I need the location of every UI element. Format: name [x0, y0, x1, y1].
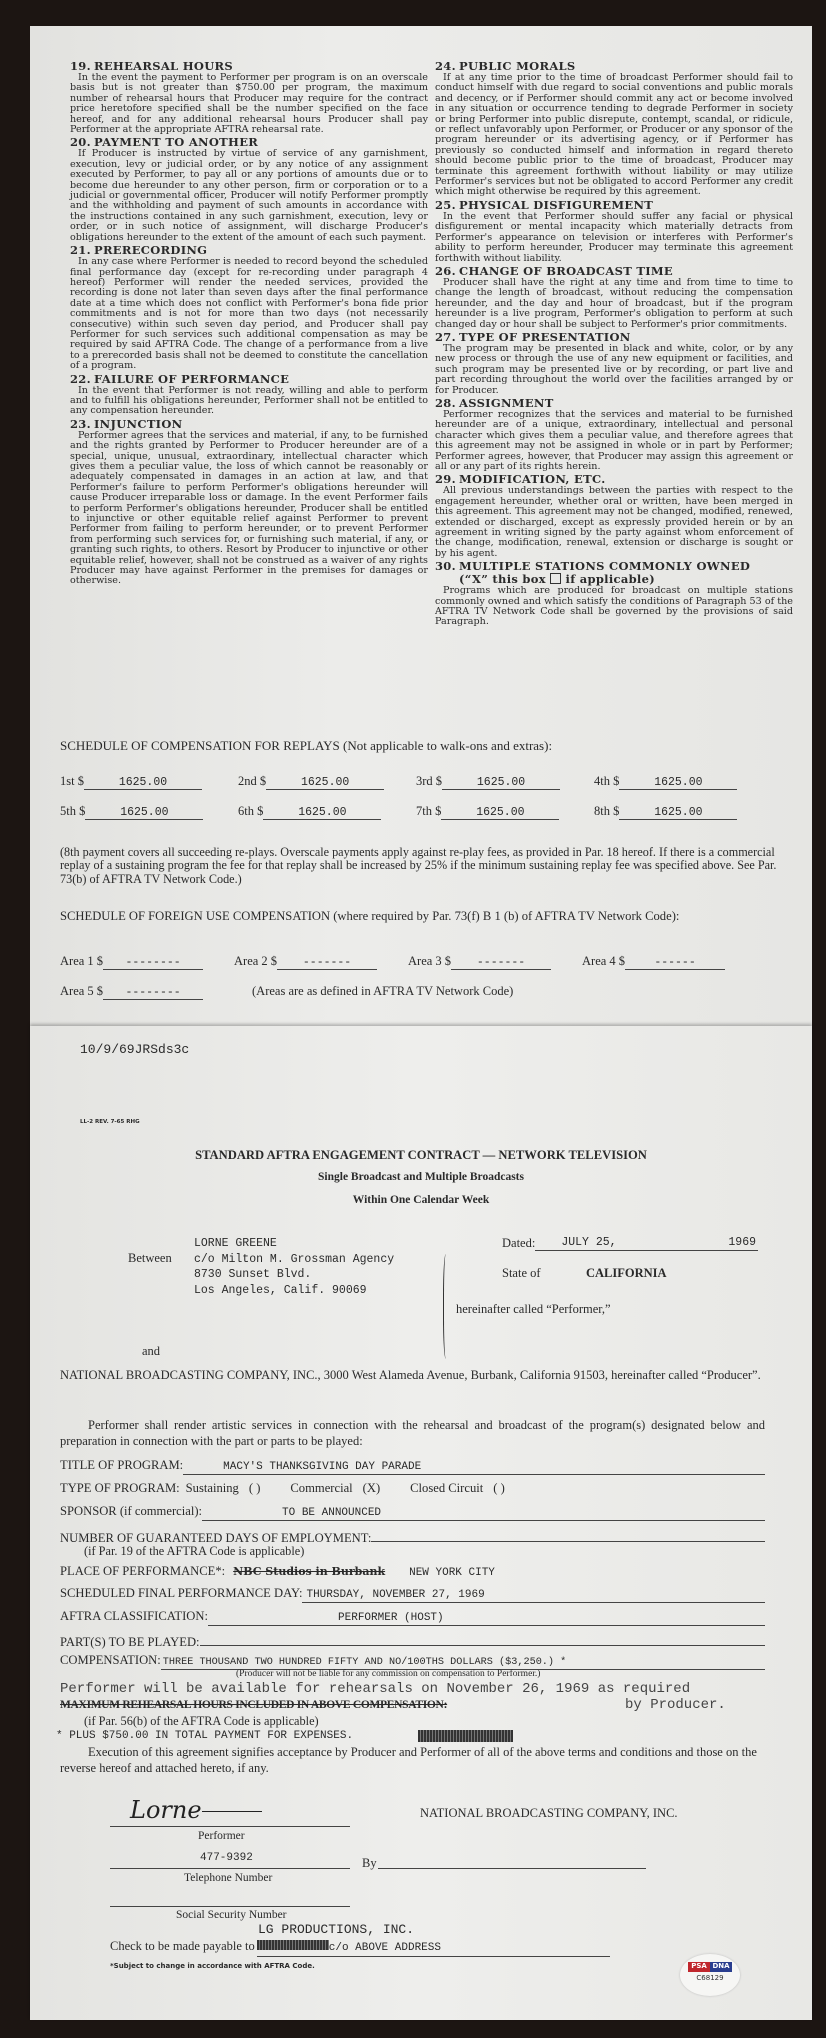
field-label: PART(S) TO BE PLAYED:: [60, 1635, 200, 1649]
areas-note: (Areas are as defined in AFTRA TV Network Code): [252, 984, 514, 998]
signature-text: Lorne: [130, 1796, 202, 1824]
replay-label: 6th $: [238, 804, 264, 818]
clauses-right-column: [435, 60, 793, 629]
replay-value[interactable]: 1625.00: [442, 776, 560, 790]
payable-field: [110, 1939, 610, 1957]
clause: [435, 331, 793, 396]
psa-dna-logo: [688, 1962, 732, 1972]
place-of-performance-field: [60, 1564, 765, 1579]
between-label: Between: [128, 1251, 172, 1265]
clause: [435, 560, 793, 628]
foreign-area-1: [60, 954, 203, 970]
redacted-typing: [257, 1940, 329, 1950]
clause-body: Performer recognizes that the services and material to be furnished hereunder are of a unique, extraordinary, intellectual and personal character which gives them a peculiar value, and therefore agrees that this agreement may not be assigned in whole or in part by Performer; Performer agrees, however, that Producer may assign this agreement or all or any part of its rights herein.: [435, 408, 793, 472]
clause-number: 24.: [435, 59, 456, 73]
field-label: COMPENSATION:: [60, 1653, 161, 1667]
clause-body: Producer shall have the right at any time and from time to time to change the length of broadcast, without reducing the compensation hereunder, and the day and hour of broadcast, but if the program hereunder is a live program, Performer's obligation to perform at such changed day or hour shall be subject to Performer's prior commitments.: [435, 276, 793, 330]
clause-number: 27.: [435, 329, 456, 344]
foreign-area-5: [60, 984, 203, 1000]
replays-note: (8th payment covers all succeeding re-plays. Overscale payments apply against re-play fees, as provided in Par. 18 hereof. If there is a commercial replay of a sustaining program the fee for that replay shall be increased by 25% if the minimum sustaining replay fee was specified above. See Par. 73(b) of AFTRA TV Network Code.): [60, 845, 777, 886]
clause-number: 22.: [70, 371, 91, 386]
replay-value[interactable]: 1625.00: [619, 776, 737, 790]
contract-title: STANDARD AFTRA ENGAGEMENT CONTRACT — NETWORK TELEVISION: [195, 1148, 647, 1162]
clause-number: 28.: [435, 395, 456, 410]
phone-line: [110, 1868, 350, 1869]
replay-label: 2nd $: [238, 774, 267, 788]
clause: [70, 373, 428, 417]
clause-title: REHEARSAL HOURS: [94, 59, 234, 73]
contract-subtitle-1: Single Broadcast and Multiple Broadcasts: [318, 1171, 524, 1183]
replay-value[interactable]: 1625.00: [84, 776, 202, 790]
performer-signature: [130, 1796, 262, 1824]
performer-address-line: c/o Milton M. Grossman Agency: [194, 1252, 395, 1266]
dated-value: JULY 25,: [561, 1236, 617, 1249]
clause-body: In the event that Performer should suffer any facial or physical disfigurement or mental incapacity which materially detracts from Performer's appearance on television or interferes with Performer's ability to perform hereunder, Producer may terminate this agreement forthwith without liability.: [435, 210, 793, 264]
type-commercial-label: Commercial: [290, 1481, 353, 1495]
compensation-value[interactable]: THREE THOUSAND TWO HUNDRED FIFTY AND NO/100THS DOLLARS ($3,250.) *: [161, 1656, 765, 1670]
replay-label: 7th $: [416, 804, 442, 818]
aftra-classification-value[interactable]: PERFORMER (HOST): [208, 1612, 765, 1626]
phone-value[interactable]: 477-9392: [200, 1852, 253, 1864]
footnote: *Subject to change in accordance with AFTRA Code.: [110, 1962, 315, 1970]
psa-cert-code: C68129: [696, 1974, 724, 1982]
performer-address-line: Los Angeles, Calif. 90069: [194, 1283, 367, 1297]
redacted-typing: [418, 1730, 513, 1742]
area-label: Area 1 $: [60, 954, 104, 968]
performer-address-line: 8730 Sunset Blvd.: [194, 1268, 312, 1281]
clause-title: MODIFICATION, ETC.: [459, 472, 606, 487]
clause-body: Programs which are produced for broadcast on multiple stations commonly owned and which satisfy the conditions of Paragraph 53 of the AFTRA TV Network Code shall be governed by the provisions of said Paragraph.: [435, 585, 793, 628]
field-label: NUMBER OF GUARANTEED DAYS OF EMPLOYMENT:: [60, 1531, 372, 1545]
clause-body: Performer agrees that the services and material, if any, to be furnished and the rights granted by Performer to Producer hereunder are of a special, unique, unusual, extraordinary, intellectual character which gives them a peculiar value, the loss of which cannot be reasonably or adequately compensated in damages in an action at law, and that Performer's failure to perform Performer's obligations hereunder will cause Producer irreparable loss or damage. In the event Performer fails to perform Performer's obligations hereunder, Producer shall be entitled to injunctive or other equitable relief against Performer to prevent Performer from failing to perform hereunder, or to prevent Performer from performing such services for, or furnishing such material, if any, or granting such rights, to others. Resort by Producer to injunctive or other equitable relief, however, shall not be construed as a waiver of any rights Producer may have against Performer in the premises for damages or otherwise.: [70, 429, 428, 587]
replay-value[interactable]: 1625.00: [441, 806, 559, 820]
clause-title: CHANGE OF BROADCAST TIME: [459, 263, 673, 278]
guaranteed-days-value[interactable]: [371, 1528, 765, 1542]
replay-value[interactable]: 1625.00: [263, 806, 381, 820]
clause-heading: [435, 331, 793, 344]
by-signature-line[interactable]: [378, 1868, 646, 1869]
replay-label: 4th $: [594, 774, 620, 788]
clause-heading: [435, 199, 793, 212]
area-label: Area 5 $: [60, 984, 104, 998]
clause-subtitle: (“X” this box: [459, 572, 546, 587]
final-performance-day-field: [60, 1586, 765, 1603]
area-label: Area 3 $: [408, 954, 452, 968]
field-label: TITLE OF PROGRAM:: [60, 1458, 184, 1472]
area-value[interactable]: -------: [451, 956, 551, 970]
clause-body: If at any time prior to the time of broadcast Performer should fail to conduct himself with due regard to social conventions and public morals and decency, or if Performer should commit any act or become involved in any situation or occurrence tending to degrade Performer in society or bring Performer into public disrepute, contempt, scandal, or ridicule, or reflect unfavorably upon Performer, or Producer or any sponsor of the program hereunder or its advertising agency, or if Performer has previously so conducted himself and information in regard thereto should become public prior to the time of broadcast, Producer may terminate this agreement forthwith without liability or may utilize Performer's services but not be obligated to accord Performer any credit which might otherwise be required by this agreement.: [435, 72, 793, 198]
dated-field: [502, 1236, 758, 1251]
clause-heading: [435, 265, 793, 278]
psa-logo-red: PSA: [688, 1962, 710, 1972]
replay-fee-1: [60, 774, 202, 790]
replays-heading: SCHEDULE OF COMPENSATION FOR REPLAYS (Not applicable to walk-ons and extras):: [60, 738, 553, 753]
ssn-label: Social Security Number: [176, 1909, 287, 1921]
clause-number: 30.: [435, 559, 456, 574]
performer-signature-line: [110, 1826, 350, 1827]
replay-fee-3: [416, 774, 560, 790]
replay-fee-8: [594, 804, 737, 820]
clause-number: 26.: [435, 263, 456, 278]
clause-number: 25.: [435, 197, 456, 212]
producer-text: NATIONAL BROADCASTING COMPANY, INC., 3000 West Alameda Avenue, Burbank, California 91503, hereinafter called “Producer”.: [60, 1368, 761, 1382]
performer-label: Performer: [198, 1830, 245, 1842]
parts-value[interactable]: [200, 1632, 765, 1646]
contract-front-page: [30, 1026, 812, 2020]
type-sustaining-checkbox[interactable]: ( ): [248, 1481, 261, 1495]
field-label: TYPE OF PROGRAM:: [60, 1481, 180, 1495]
clause-title: PHYSICAL DISFIGUREMENT: [459, 197, 654, 212]
clause-subtitle: if applicable): [565, 572, 655, 587]
clause-title: PAYMENT TO ANOTHER: [94, 135, 259, 150]
payable-label: Check to be made payable to: [110, 1939, 255, 1953]
replay-label: 1st $: [60, 774, 84, 788]
replay-label: 5th $: [60, 804, 86, 818]
place-struck-text: NBC Studios in Burbank: [233, 1565, 386, 1578]
brace-divider: [443, 1254, 450, 1359]
performer-name: LORNE GREENE: [194, 1237, 277, 1250]
area-value[interactable]: -------: [277, 956, 377, 970]
compensation-field: [60, 1653, 765, 1670]
performer-address: [194, 1236, 394, 1298]
field-label: SPONSOR (if commercial):: [60, 1504, 203, 1518]
clause-number: 23.: [70, 416, 91, 431]
clause-title: ASSIGNMENT: [459, 395, 554, 410]
foreign-use-heading: SCHEDULE OF FOREIGN USE COMPENSATION (where required by Par. 73(f) B 1 (b) of AFTRA TV Network Code):: [60, 909, 680, 923]
replay-label: 8th $: [594, 804, 620, 818]
clause-heading: [435, 560, 793, 586]
producer-signature-name: NATIONAL BROADCASTING COMPANY, INC.: [420, 1806, 678, 1820]
rehearsal-typed-end: by Producer.: [625, 1697, 726, 1713]
clause: [70, 136, 428, 243]
replay-fee-7: [416, 804, 559, 820]
replay-fee-6: [238, 804, 381, 820]
clause-body: All previous understandings between the parties with respect to the engagement hereunder, whether oral or written, have been merged in this agreement. This agreement may not be changed, modified, renewed, extended or discharged, except as expressly provided herein or by an agreement in writing signed by the party against whom enforcement of the change, modification, renewal, extension or discharge is sought or by his agent.: [435, 485, 793, 559]
clause: [70, 418, 428, 587]
form-code: LL-2 REV. 7-65 RHG: [80, 1119, 140, 1125]
clause-body: If Producer is instructed by virtue of service of any garnishment, execution, levy or judicial order, or by any notice of any assignment executed by Performer, to pay all or any portions of amounts due or to become due hereunder to any other person, firm or corporation or to a judicial or governmental officer, Producer will notify Performer promptly and the withholding and payment of such amounts in accordance with the instructions contained in any such garnishment, execution, levy or order, or in such notice of assignment, will discharge Producer's obligations hereunder to the extent of the amount of each such payment.: [70, 148, 428, 243]
foreign-area-2: [234, 954, 377, 970]
foreign-area-3: [408, 954, 551, 970]
field-label: AFTRA CLASSIFICATION:: [60, 1609, 209, 1623]
payable-value-top: LG PRODUCTIONS, INC.: [258, 1922, 415, 1937]
clauses-left-column: [70, 60, 428, 588]
phone-label: Telephone Number: [184, 1872, 273, 1884]
clause-heading: [70, 373, 428, 386]
dated-label: Dated:: [502, 1236, 536, 1250]
state-label: State of: [502, 1266, 541, 1280]
clause-body: In the event the payment to Performer per program is on an overscale basis but is not greater than $750.00 per program, the maximum number of rehearsal hours that Producer may require for the contract price heretofore specified shall be the number specified on the face hereof, and for any additional rehearsal hours Producer shall pay Performer at the appropriate AFTRA rehearsal rate.: [70, 72, 428, 136]
field-label: SCHEDULED FINAL PERFORMANCE DAY:: [60, 1586, 303, 1600]
date-stamp: 10/9/69JRSds3c: [80, 1042, 190, 1057]
sponsor-field: [60, 1504, 765, 1521]
rehearsal-typed: Performer will be available for rehearsals on November 26, 1969 as required: [60, 1681, 691, 1697]
by-label: By: [362, 1856, 377, 1870]
area-label: Area 2 $: [234, 954, 278, 968]
execution-text: Execution of this agreement signifies acceptance by Producer and Performer of all of the above terms and conditions and those on the reverse hereof and attached hereto, if any.: [60, 1745, 757, 1775]
title-of-program-field: [60, 1458, 765, 1475]
replay-label: 3rd $: [416, 774, 443, 788]
replay-fee-5: [60, 804, 203, 820]
clause-body: The program may be presented in black and white, color, or by any new process or through the use of any new equipment or facilities, and such program may be presented live or by recording, or part live and part recording throughout the world over the facilities arranged by or for Producer.: [435, 342, 793, 396]
area-value[interactable]: --------: [103, 986, 203, 1000]
clause-body: In any case where Performer is needed to record beyond the scheduled final performance day (except for re-recording under paragraph 4 hereof) Performer will render the needed services, provided the recording is done not later than seven days after the final performance date at a time which does not conflict with Performer's bona fide prior commitments and is not for more than two days (not necessarily consecutive) within such seven day period, and Producer shall pay Performer for such services such additional compensation as may be required by said AFTRA Code. The change of a performance from a live to a prerecorded basis shall not be deemed to constitute the cancellation of a program.: [70, 256, 428, 372]
clause: [70, 244, 428, 371]
contract-reverse-page: [30, 26, 812, 1026]
place-value[interactable]: NEW YORK CITY: [409, 1567, 495, 1579]
clause-heading: [70, 418, 428, 431]
clause-number: 19.: [70, 59, 91, 73]
area-label: Area 4 $: [582, 954, 626, 968]
replay-value[interactable]: 1625.00: [619, 806, 737, 820]
ssn-line[interactable]: [110, 1906, 350, 1907]
clause-number: 21.: [70, 243, 91, 258]
field-label: PLACE OF PERFORMANCE*:: [60, 1564, 226, 1578]
state-value: CALIFORNIA: [586, 1266, 667, 1280]
clause-title: PUBLIC MORALS: [459, 59, 576, 73]
clause: [435, 397, 793, 472]
dna-logo-blue: DNA: [710, 1962, 732, 1972]
multiple-stations-checkbox[interactable]: [550, 573, 561, 584]
clause-title: FAILURE OF PERFORMANCE: [94, 371, 290, 386]
type-closed-circuit-label: Closed Circuit: [410, 1481, 484, 1495]
replay-fee-2: [238, 774, 384, 790]
clause: [70, 60, 428, 135]
type-commercial-checkbox[interactable]: (X): [362, 1481, 381, 1495]
clause: [435, 473, 793, 559]
clause-title: MULTIPLE STATIONS COMMONLY OWNED: [459, 559, 751, 574]
commission-note: (Producer will not be liable for any commission on compensation to Performer.): [236, 1669, 541, 1679]
clause-number: 20.: [70, 135, 91, 150]
rehearsal-note: (if Par. 56(b) of the AFTRA Code is applicable): [84, 1714, 319, 1728]
final-performance-day-value[interactable]: THURSDAY, NOVEMBER 27, 1969: [302, 1589, 765, 1603]
sponsor-value[interactable]: TO BE ANNOUNCED: [202, 1507, 765, 1521]
and-label: and: [142, 1344, 161, 1358]
dated-year: 1969: [728, 1236, 756, 1249]
parts-field: [60, 1632, 765, 1650]
area-value[interactable]: --------: [103, 956, 203, 970]
rehearsal-hours-struck: MAXIMUM REHEARSAL HOURS INCLUDED IN ABOVE COMPENSATION:: [60, 1699, 448, 1711]
contract-subtitle-2: Within One Calendar Week: [352, 1194, 490, 1206]
type-sustaining-label: Sustaining: [185, 1481, 239, 1495]
guaranteed-days-note: (if Par. 19 of the AFTRA Code is applicable): [84, 1544, 305, 1558]
psa-dna-sticker: [680, 1954, 740, 1996]
services-text: Performer shall render artistic services in connection with the rehearsal and broadcast of the program(s) designated below and preparation in connection with the part or parts to be played:: [60, 1418, 765, 1448]
performer-designation: hereinafter called “Performer,”: [456, 1302, 611, 1316]
clause-title: TYPE OF PRESENTATION: [459, 329, 631, 344]
clause-number: 29.: [435, 472, 456, 487]
payable-value[interactable]: c/o ABOVE ADDRESS: [328, 1942, 441, 1954]
clause-title: INJUNCTION: [94, 416, 183, 431]
replay-value[interactable]: 1625.00: [266, 776, 384, 790]
type-of-program-field: [60, 1481, 765, 1496]
replay-fee-4: [594, 774, 737, 790]
clause: [435, 60, 793, 198]
clause-body: In the event that Performer is not ready, willing and able to perform and to fulfill his obligations hereunder, Performer shall not be entitled to any compensation hereunder.: [70, 384, 428, 417]
replay-value[interactable]: 1625.00: [85, 806, 203, 820]
clause-title: PRERECORDING: [94, 243, 208, 258]
clause: [435, 265, 793, 330]
title-of-program-value[interactable]: MACY'S THANKSGIVING DAY PARADE: [183, 1461, 765, 1475]
aftra-classification-field: [60, 1609, 765, 1626]
clause: [435, 199, 793, 264]
foreign-area-4: [582, 954, 725, 970]
expenses-note: * PLUS $750.00 IN TOTAL PAYMENT FOR EXPENSES.: [56, 1730, 354, 1742]
type-closed-circuit-checkbox[interactable]: ( ): [493, 1481, 505, 1495]
area-value[interactable]: ------: [625, 956, 725, 970]
